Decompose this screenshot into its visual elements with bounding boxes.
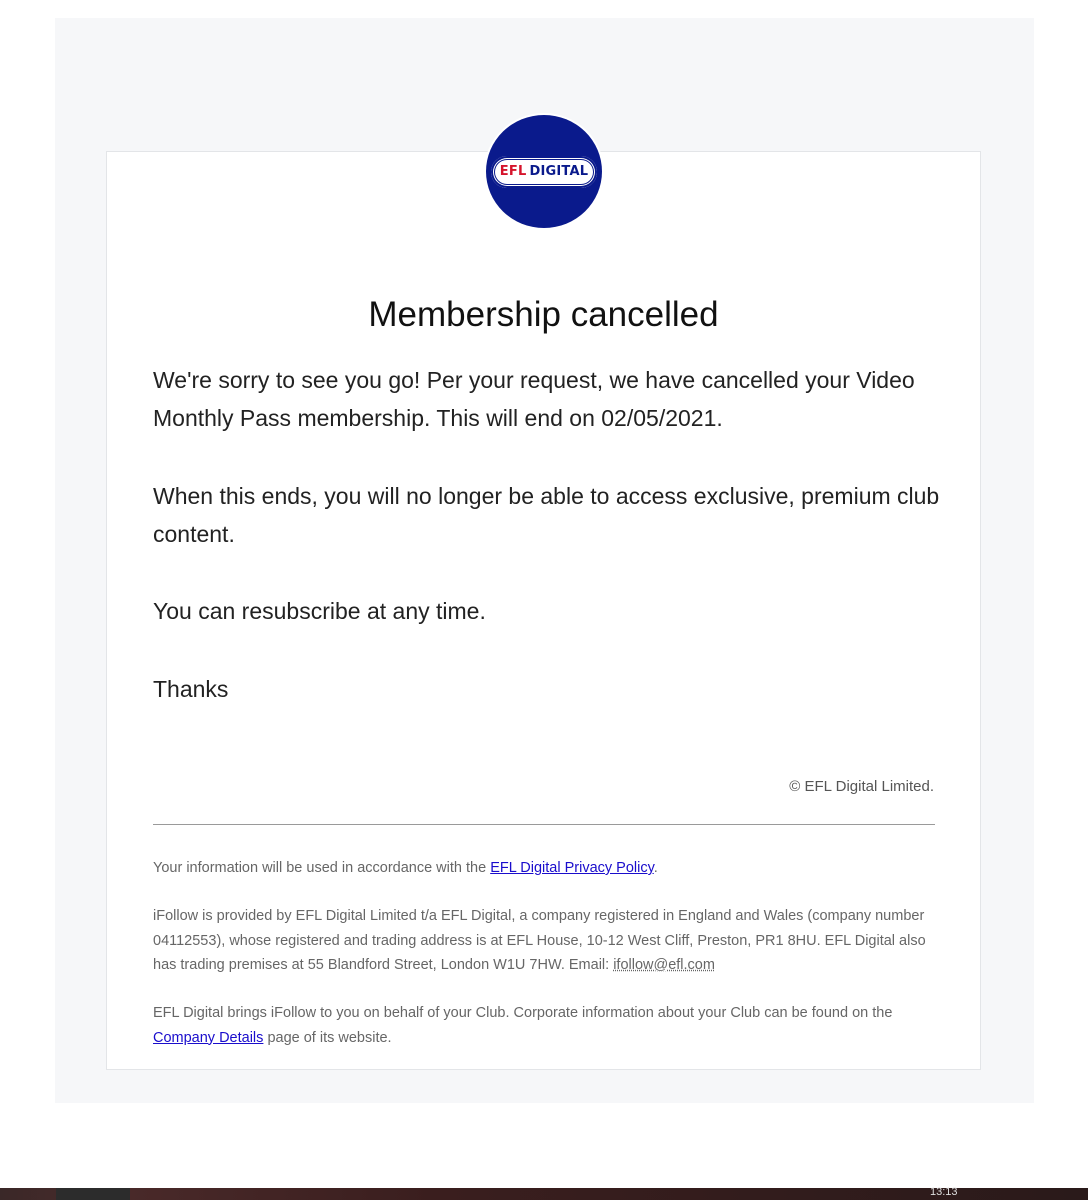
taskbar: [0, 1188, 1088, 1200]
privacy-prefix: Your information will be used in accordance with the: [153, 860, 491, 876]
cancellation-message: We're sorry to see you go! Per your request, we have cancelled your Video Monthly Pass membership. This will end on 02/05/2021.: [153, 367, 915, 431]
resubscribe-message: You can resubscribe at any time.: [153, 598, 486, 624]
company-info-text: iFollow is provided by EFL Digital Limited t/a EFL Digital, a company registered in England and Wales (company number 04112553), whose registered and trading address is at EFL House, 10-12 West Cliff, Preston, PR1 8HU. EFL Digital also has trading premises at 55 Blandford Street, London W1U 7HW. Email:: [153, 908, 926, 973]
email-link[interactable]: ifollow@efl.com: [613, 957, 715, 973]
logo-efl-text: EFL: [499, 164, 527, 179]
club-info-suffix: page of its website.: [263, 1029, 392, 1046]
copyright: © EFL Digital Limited.: [789, 778, 934, 795]
signoff: Thanks: [153, 676, 229, 702]
footer-divider: [153, 824, 935, 825]
email-title: Membership cancelled: [368, 295, 719, 334]
logo-digital-text: DIGITAL: [529, 164, 589, 179]
taskbar-clock: 13:13: [930, 1186, 958, 1198]
efl-digital-logo: [486, 115, 602, 228]
privacy-suffix: .: [653, 860, 658, 876]
logo-badge: [491, 156, 597, 188]
company-info: [153, 904, 935, 978]
privacy-policy-link[interactable]: EFL Digital Privacy Policy: [490, 860, 654, 876]
taskbar-item[interactable]: [56, 1188, 130, 1200]
privacy-notice: [153, 856, 935, 881]
access-message: When this ends, you will no longer be able to access exclusive, premium club content.: [153, 483, 940, 547]
company-details-link[interactable]: Company Details: [153, 1029, 264, 1046]
club-info-text: EFL Digital brings iFollow to you on behalf of your Club. Corporate information about your Club can be found on the: [153, 1005, 893, 1021]
club-info: [153, 1001, 935, 1050]
